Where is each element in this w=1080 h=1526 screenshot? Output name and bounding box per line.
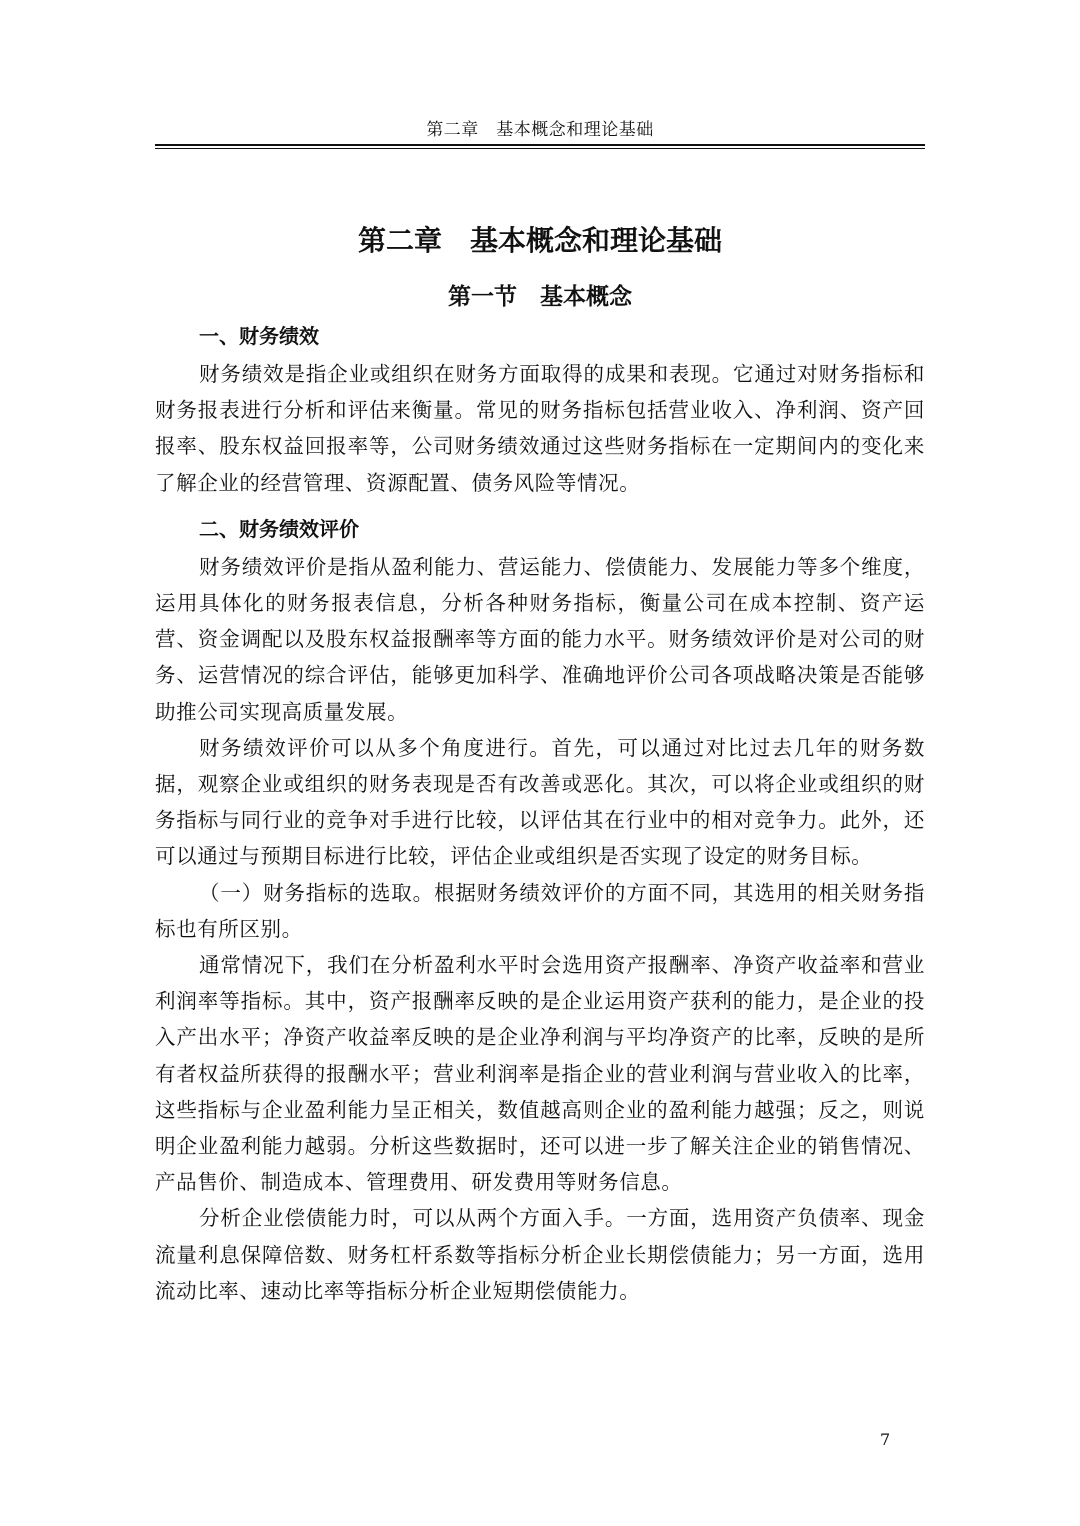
subheading-financial-performance: 一、财务绩效 xyxy=(199,324,319,348)
section-title: 第一节 基本概念 xyxy=(448,283,632,311)
page-number: 7 xyxy=(880,1430,891,1449)
chapter-title: 第二章 基本概念和理论基础 xyxy=(357,223,722,257)
running-header: 第二章 基本概念和理论基础 xyxy=(426,120,654,140)
paragraph-evaluation-definition: 财务绩效评价是指从盈利能力、营运能力、偿债能力、发展能力等多个维度，运用具体化的财务报表信息，分析各种财务指标，衡量公司在成本控制、资产运营、资金调配以及股东权益报酬率等方面的能力水平。财务绩效评价是对公司的财务、运营情况的综合评估，能够更加科学、准确地评价公司各项战略决策是否能够助推公司实现高质量发展。 xyxy=(155,554,925,724)
header-rule-thin xyxy=(155,148,925,149)
paragraph-indicator-selection: （一）财务指标的选取。根据财务绩效评价的方面不同，其选用的相关财务指标也有所区别。 xyxy=(155,880,925,941)
paragraph-financial-performance: 财务绩效是指企业或组织在财务方面取得的成果和表现。它通过对财务指标和财务报表进行分析和评估来衡量。常见的财务指标包括营业收入、净利润、资产回报率、股东权益回报率等，公司财务绩效通过这些财务指标在一定期间内的变化来了解企业的经营管理、资源配置、债务风险等情况。 xyxy=(155,362,925,495)
paragraph-profitability-indicators: 通常情况下，我们在分析盈利水平时会选用资产报酬率、净资产收益率和营业利润率等指标。其中，资产报酬率反映的是企业运用资产获利的能力，是企业的投入产出水平；净资产收益率反映的是企业净利润与平均净资产的比率，反映的是所有者权益所获得的报酬水平；营业利润率是指企业的营业利润与营业收入的比率，这些指标与企业盈利能力呈正相关，数值越高则企业的盈利能力越强；反之，则说明企业盈利能力越弱。分析这些数据时，还可以进一步了解关注企业的销售情况、产品售价、制造成本、管理费用、研发费用等财务信息。 xyxy=(155,953,925,1195)
subheading-performance-evaluation: 二、财务绩效评价 xyxy=(199,516,359,541)
paragraph-solvency-indicators: 分析企业偿债能力时，可以从两个方面入手。一方面，选用资产负债率、现金流量利息保障倍数、财务杠杆系数等指标分析企业长期偿债能力；另一方面，选用流动比率、速动比率等指标分析企业短期偿债能力。 xyxy=(155,1206,925,1303)
body-content xyxy=(155,318,925,1309)
paragraph-evaluation-perspectives: 财务绩效评价可以从多个角度进行。首先，可以通过对比过去几年的财务数据，观察企业或组织的财务表现是否有改善或恶化。其次，可以将企业或组织的财务指标与同行业的竞争对手进行比较，以评估其在行业中的相对竞争力。此外，还可以通过与预期目标进行比较，评估企业或组织是否实现了设定的财务目标。 xyxy=(155,735,925,869)
header-rule xyxy=(155,144,925,146)
